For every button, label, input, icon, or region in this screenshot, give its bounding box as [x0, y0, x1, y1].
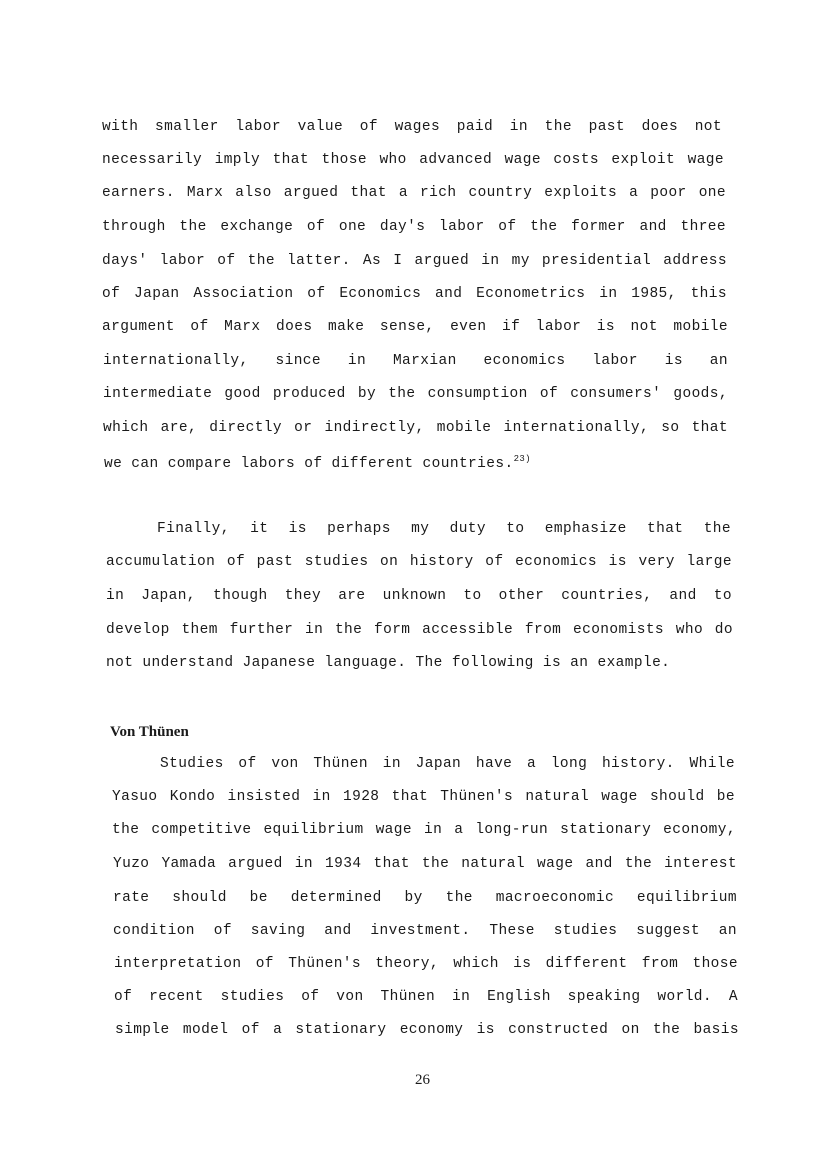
text-line: not understand Japanese language. The following is an example. [106, 655, 671, 671]
text-line: necessarily imply that those who advanced wage costs exploit wage [102, 152, 724, 168]
text-line [104, 455, 531, 473]
text-line: earners. Marx also argued that a rich country exploits a poor one [102, 185, 726, 201]
text-line: in Japan, though they are unknown to other countries, and to [106, 588, 732, 604]
text-line: simple model of a stationary economy is constructed on the basis [115, 1022, 739, 1038]
text-line: which are, directly or indirectly, mobile internationally, so that [103, 420, 728, 436]
text-line: of recent studies of von Thünen in English speaking world. A [114, 989, 738, 1005]
text-line: argument of Marx does make sense, even if labor is not mobile [102, 319, 728, 335]
text-line: days' labor of the latter. As I argued in my presidential address [102, 253, 727, 269]
text-line: Yasuo Kondo insisted in 1928 that Thünen's natural wage should be [112, 789, 735, 805]
text-line: Finally, it is perhaps my duty to emphasize that the [157, 521, 731, 537]
text-line: Studies of von Thünen in Japan have a long history. While [160, 756, 735, 772]
text-line: condition of saving and investment. These studies suggest an [113, 923, 737, 939]
text-line: Yuzo Yamada argued in 1934 that the natural wage and the interest [113, 856, 737, 872]
text-line: the competitive equilibrium wage in a long-run stationary economy, [112, 822, 736, 838]
text-line: internationally, since in Marxian economics labor is an [103, 353, 728, 369]
footnote-reference: 23) [513, 454, 531, 465]
text-line: of Japan Association of Economics and Econometrics in 1985, this [102, 286, 727, 302]
section-heading: Von Thünen [110, 724, 189, 740]
text-line: rate should be determined by the macroeconomic equilibrium [113, 890, 737, 906]
text-line: accumulation of past studies on history of economics is very large [106, 554, 732, 570]
text-line-content: we can compare labors of different countries. [104, 456, 514, 472]
text-line: through the exchange of one day's labor of the former and three [102, 219, 726, 235]
page-number: 26 [415, 1072, 430, 1088]
text-line: intermediate good produced by the consumption of consumers' goods, [103, 386, 728, 402]
text-line: with smaller labor value of wages paid in the past does not [102, 119, 722, 135]
text-line: interpretation of Thünen's theory, which is different from those [114, 956, 738, 972]
text-line: develop them further in the form accessible from economists who do [106, 622, 733, 638]
